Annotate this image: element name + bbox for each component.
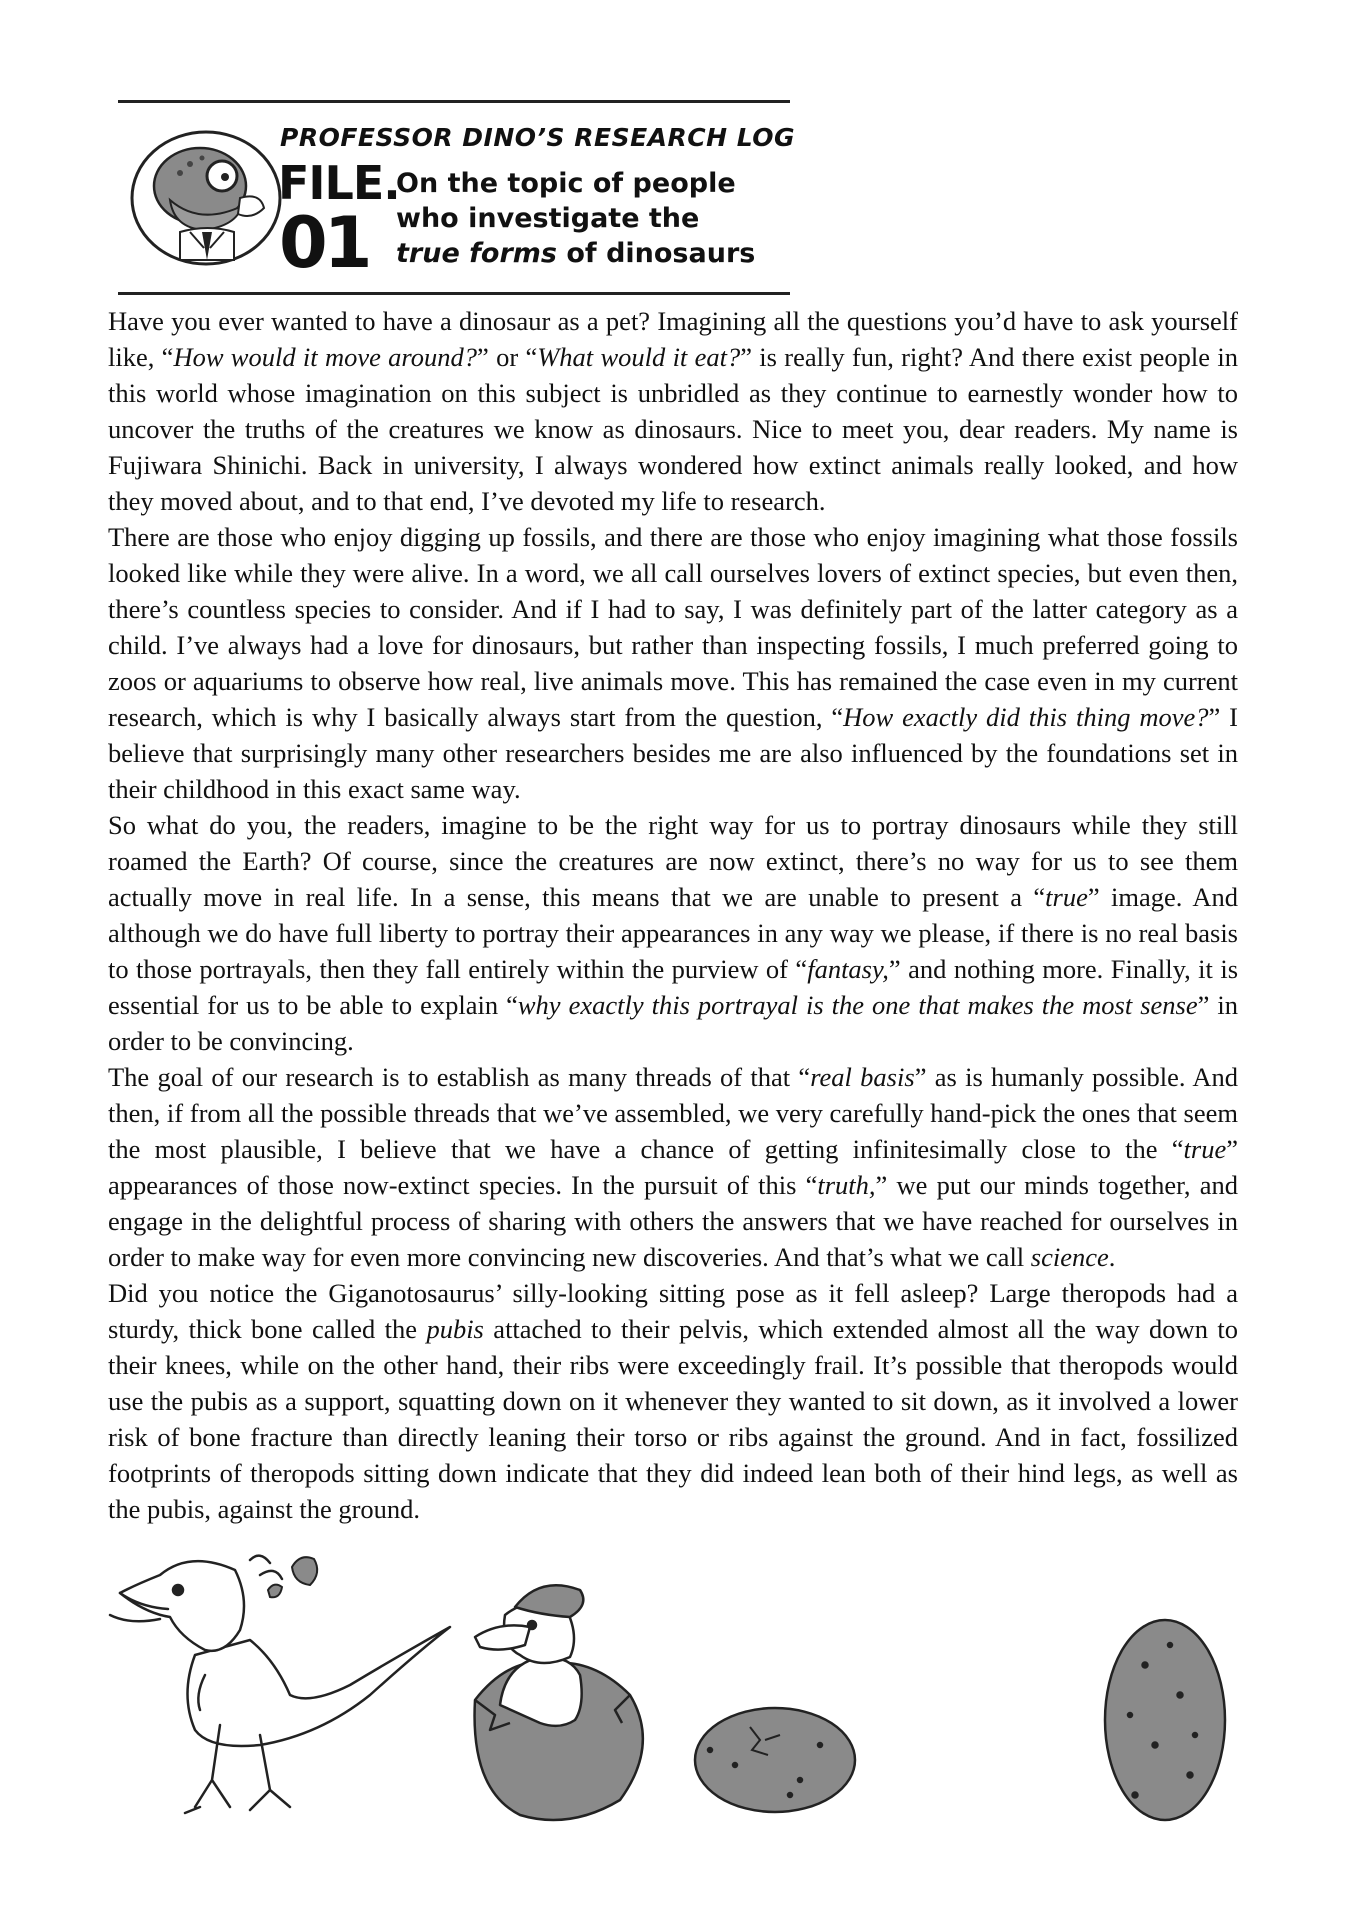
hatching-sequence-illustration (100, 1545, 1260, 1830)
emphasis-text: How exactly did this thing move? (843, 702, 1209, 732)
paragraph-text: There are those who enjoy digging up fossils, and there are those who enjoy imagining what those fossils looked like while they were alive. In a word, we all call ourselves lovers of extinct species, but even then, there’s countless species to consider. And if I had to say, I was definitely part of the latter category as a child. I’ve always had a love for dinosaurs, but rather than inspecting fossils, I much preferred going to zoos or aquariums to observe how real, live animals move. This has remained the case even in my current research, which is why I basically always start from the question, “ (108, 522, 1238, 732)
emphasis-text: fantasy, (807, 954, 889, 984)
file-number: 01 (279, 202, 369, 284)
paragraph-text: So what do you, the readers, imagine to be the right way for us to portray dinosaurs while they still roamed the Earth? Of course, since the creatures are now extinct, there’s no way for us to see them actually move in real life. In a sense, this means that we are unable to present a “ (108, 810, 1238, 912)
paragraph-text: ” and nothing more. Finally, it is essential for us to be able to explain “ (108, 954, 1239, 1020)
paragraph-text: ” image. And although we do have full liberty to portray their appearances in any way we please, if there is no real basis to those portrayals, then they fall entirely within the purview of “ (108, 882, 1238, 984)
article-body (108, 303, 1238, 1527)
subtitle-line-3-rest: of dinosaurs (556, 238, 756, 269)
header-top-rule (118, 100, 790, 103)
series-title: PROFESSOR DINO’S RESEARCH LOG (280, 123, 796, 152)
whole-egg-illustration (1105, 1620, 1225, 1820)
file-label: FILE. (278, 156, 400, 210)
paragraph-text: ” appearances of those now-extinct species. In the pursuit of this “ (108, 1134, 1238, 1200)
emphasis-text: What would it eat? (537, 342, 741, 372)
log-header (118, 100, 796, 296)
header-bottom-rule (118, 292, 790, 295)
paragraph-text: ” we put our minds together, and engage in the delightful process of sharing with others the answers that we have reached for ourselves in order to make way for even more convincing new discoveries. And that’s what we call (108, 1170, 1238, 1272)
hatching-chick-illustration (475, 1585, 643, 1820)
paragraph-text: ” I believe that surprisingly many other researchers besides me are also influenced by the foundations set in their childhood in this exact same way. (108, 702, 1239, 804)
cracked-egg-illustration (695, 1708, 855, 1812)
chapter-subtitle (396, 166, 755, 271)
paragraph-5 (108, 1275, 1238, 1527)
emphasis-text: pubis (426, 1314, 484, 1344)
subtitle-line-1: On the topic of people (396, 168, 736, 199)
paragraph-2 (108, 519, 1238, 807)
subtitle-emphasis: true forms (396, 238, 557, 269)
subtitle-line-3 (396, 236, 755, 271)
paragraph-text: ” in order to be convincing. (108, 990, 1238, 1056)
paragraph-3 (108, 807, 1238, 1059)
paragraph-4 (108, 1059, 1238, 1275)
paragraph-text: Did you notice the Giganotosaurus’ silly-looking sitting pose as it fell asleep? Large theropods had a sturdy, thick bone called the (108, 1278, 1238, 1344)
eggshell-fragment-illustration (268, 1557, 317, 1597)
emphasis-text: true (1045, 882, 1088, 912)
subtitle-line-2: who investigate the (396, 203, 700, 234)
emphasis-text: science (1030, 1242, 1109, 1272)
paragraph-text: The goal of our research is to establish as many threads of that “ (108, 1062, 811, 1092)
emphasis-text: How would it move around? (173, 342, 477, 372)
emphasis-text: real basis (810, 1062, 915, 1092)
professor-dino-mascot-illustration (130, 128, 282, 268)
paragraph-text: ” or “ (477, 342, 538, 372)
paragraph-text: ” is really fun, right? And there exist people in this world whose imagination on this subject is unbridled as they continue to earnestly wonder how to uncover the truths of the creatures we know as dinosaurs. Nice to meet you, dear readers. My name is Fujiwara Shinichi. Back in university, I always wondered how extinct animals really looked, and how they moved about, and to that end, I’ve devoted my life to research. (108, 342, 1238, 516)
emphasis-text: truth, (817, 1170, 876, 1200)
paragraph-text: . (1108, 1242, 1116, 1272)
emphasis-text: true (1183, 1134, 1227, 1164)
emphasis-text: why exactly this portrayal is the one that makes the most sense (517, 990, 1198, 1020)
paragraph-text: attached to their pelvis, which extended almost all the way down to their knees, while on the other hand, their ribs were exceedingly frail. It’s possible that theropods would use the pubis as a support, squatting down on it whenever they wanted to sit down, as it involved a lower risk of bone fracture than directly leaning their torso or ribs against the ground. And in fact, fossilized footprints of theropods sitting down indicate that they did indeed lean both of their hind legs, as well as the pubis, against the ground. (108, 1314, 1238, 1524)
paragraph-text: ” as is humanly possible. And then, if from all the possible threads that we’ve assembled, we very carefully hand-pick the ones that seem the most plausible, I believe that we have a chance of getting infinitesimally close to the “ (108, 1062, 1238, 1164)
paragraph-1 (108, 303, 1238, 519)
paragraph-text: Have you ever wanted to have a dinosaur as a pet? Imagining all the questions you’d have to ask yourself like, “ (108, 306, 1238, 372)
